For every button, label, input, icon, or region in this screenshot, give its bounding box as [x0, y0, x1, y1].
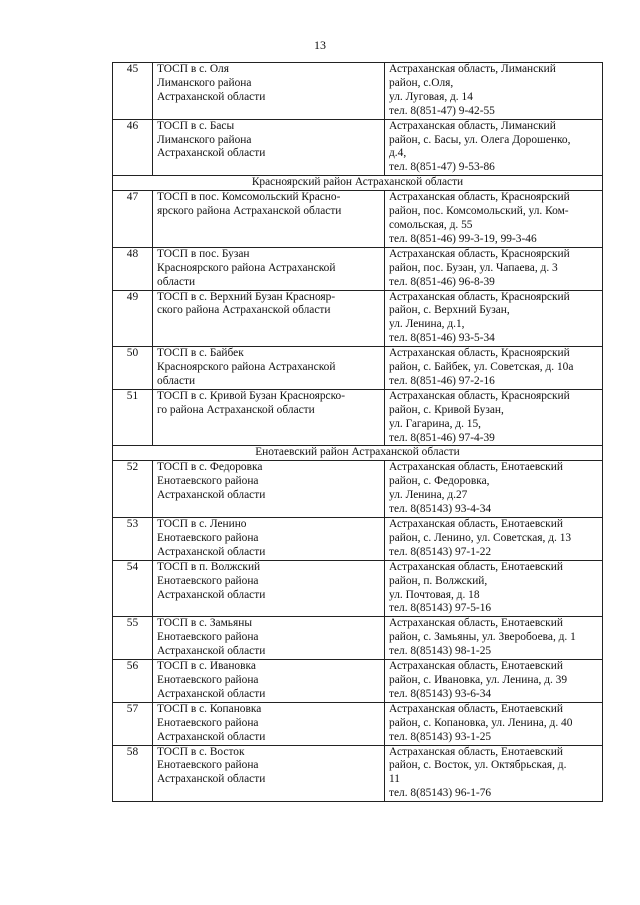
office-name-cell — [153, 518, 385, 561]
offices-table-body — [113, 63, 603, 802]
office-address-line: район, пос. Бузан, ул. Чапаева, д. 3 — [389, 261, 558, 274]
office-name-cell — [153, 560, 385, 617]
office-name-line: Астраханской области — [157, 588, 266, 601]
office-name-line: Астраханской области — [157, 687, 266, 700]
office-name-line: ТОСП в п. Волжский — [157, 560, 261, 573]
office-name-cell — [153, 290, 385, 347]
office-address-line: тел. 8(85143) 97-5-16 — [389, 602, 492, 615]
row-number: 48 — [113, 247, 153, 290]
office-address-line: тел. 8(85143) 96-1-76 — [389, 787, 492, 800]
office-address-cell — [385, 560, 603, 617]
office-address-line: тел. 8(85143) 93-4-34 — [389, 503, 492, 516]
office-address-line: район, с. Кривой Бузан, — [389, 403, 504, 416]
office-address-line: район, с. Верхний Бузан, — [389, 304, 510, 317]
office-address-line: Астраханская область, Енотаевский — [389, 660, 563, 673]
office-address-cell — [385, 617, 603, 660]
table-row — [113, 119, 603, 176]
office-address-cell — [385, 290, 603, 347]
table-row — [113, 660, 603, 703]
office-address-line: тел. 8(851-46) 99-3-19, 99-3-46 — [389, 232, 537, 245]
table-row — [113, 617, 603, 660]
office-name-line: Лиманского района — [157, 76, 252, 89]
office-address-line: тел. 8(85143) 93-1-25 — [389, 730, 492, 743]
office-address-line: ул. Гагарина, д. 15, — [389, 417, 482, 430]
office-name-line: Астраханской области — [157, 147, 266, 160]
row-number: 53 — [113, 518, 153, 561]
office-address-line: Астраханская область, Красноярский — [389, 247, 570, 260]
row-number: 57 — [113, 702, 153, 745]
office-address-cell — [385, 191, 603, 248]
office-address-cell — [385, 389, 603, 446]
offices-table — [112, 62, 603, 802]
office-address-line: район, с. Копановка, ул. Ленина, д. 40 — [389, 716, 573, 729]
row-number: 55 — [113, 617, 153, 660]
table-row — [113, 247, 603, 290]
office-address-cell — [385, 518, 603, 561]
office-name-cell — [153, 191, 385, 248]
office-name-line: области — [157, 374, 196, 387]
office-address-line: тел. 8(851-47) 9-53-86 — [389, 161, 495, 174]
office-address-line: 11 — [389, 773, 400, 786]
row-number: 47 — [113, 191, 153, 248]
office-name-cell — [153, 389, 385, 446]
office-name-line: Астраханской области — [157, 489, 266, 502]
office-address-line: район, с. Басы, ул. Олега Дорошенко, — [389, 133, 571, 146]
office-name-line: Енотаевского района — [157, 475, 259, 488]
office-address-line: Астраханская область, Енотаевский — [389, 745, 563, 758]
table-row — [113, 389, 603, 446]
office-address-line: Астраханская область, Красноярский — [389, 290, 570, 303]
office-address-line: сомольская, д. 55 — [389, 218, 473, 231]
office-name-line: Енотаевского района — [157, 531, 259, 544]
office-name-line: Енотаевского района — [157, 631, 259, 644]
office-name-line: Красноярского района Астраханской — [157, 361, 336, 374]
table-row — [113, 560, 603, 617]
table-row — [113, 63, 603, 120]
office-address-line: район, п. Волжский, — [389, 574, 488, 587]
office-address-line: район, пос. Комсомольский, ул. Ком- — [389, 205, 569, 218]
office-address-cell — [385, 745, 603, 802]
section-title: Енотаевский район Астраханской области — [113, 446, 603, 461]
table-row — [113, 290, 603, 347]
office-address-line: район, с. Ивановка, ул. Ленина, д. 39 — [389, 673, 568, 686]
office-address-line: Астраханская область, Енотаевский — [389, 518, 563, 530]
office-name-line: ТОСП в с. Восток — [157, 745, 245, 758]
office-name-line: ТОСП в с. Замьяны — [157, 617, 252, 630]
office-address-line: ул. Ленина, д.1, — [389, 318, 465, 331]
table-row — [113, 702, 603, 745]
office-address-cell — [385, 461, 603, 518]
office-name-cell — [153, 63, 385, 120]
office-address-line: Астраханская область, Енотаевский — [389, 617, 563, 630]
office-address-line: район, с.Оля, — [389, 76, 454, 89]
table-row — [113, 461, 603, 518]
office-address-line: тел. 8(851-46) 97-2-16 — [389, 374, 495, 387]
office-address-cell — [385, 702, 603, 745]
office-name-line: Астраханской области — [157, 773, 266, 786]
office-address-line: тел. 8(851-46) 96-8-39 — [389, 275, 495, 288]
office-address-line: Астраханская область, Красноярский — [389, 389, 570, 402]
office-name-line: ярского района Астраханской области — [157, 205, 342, 218]
section-title: Красноярский район Астраханской области — [113, 176, 603, 191]
row-number: 45 — [113, 63, 153, 120]
row-number: 52 — [113, 461, 153, 518]
office-address-line: Астраханская область, Красноярский — [389, 347, 570, 360]
row-number: 56 — [113, 660, 153, 703]
office-name-line: Енотаевского района — [157, 716, 259, 729]
office-address-line: тел. 8(851-46) 93-5-34 — [389, 332, 495, 345]
office-name-cell — [153, 745, 385, 802]
office-address-line: ул. Почтовая, д. 18 — [389, 588, 480, 601]
office-address-cell — [385, 247, 603, 290]
office-name-line: ТОСП в с. Ленино — [157, 518, 247, 530]
office-address-line: Астраханская область, Енотаевский — [389, 461, 563, 474]
office-name-line: Астраханской области — [157, 730, 266, 743]
row-number: 46 — [113, 119, 153, 176]
office-name-line: Енотаевского района — [157, 574, 259, 587]
office-address-line: район, с. Замьяны, ул. Зверобоева, д. 1 — [389, 631, 576, 644]
office-address-line: Астраханская область, Енотаевский — [389, 702, 563, 715]
office-name-line: ТОСП в с. Верхний Бузан Краснояр- — [157, 290, 336, 303]
office-address-line: район, с. Федоровка, — [389, 475, 490, 488]
office-name-line: го района Астраханской области — [157, 403, 315, 416]
office-address-line: Астраханская область, Лиманский — [389, 63, 556, 75]
section-header-row — [113, 446, 603, 461]
page-number: 13 — [314, 38, 326, 52]
office-name-line: ТОСП в пос. Комсомольский Красно- — [157, 191, 341, 204]
row-number: 51 — [113, 389, 153, 446]
row-number: 58 — [113, 745, 153, 802]
office-address-line: тел. 8(851-46) 97-4-39 — [389, 431, 495, 444]
office-name-line: Енотаевского района — [157, 759, 259, 772]
office-name-cell — [153, 617, 385, 660]
office-address-line: район, с. Ленино, ул. Советская, д. 13 — [389, 531, 572, 544]
table-row — [113, 518, 603, 561]
office-address-line: район, с. Байбек, ул. Советская, д. 10а — [389, 361, 574, 374]
office-name-cell — [153, 660, 385, 703]
office-name-cell — [153, 347, 385, 390]
office-name-line: ского района Астраханской области — [157, 304, 331, 317]
row-number: 50 — [113, 347, 153, 390]
office-address-line: тел. 8(851-47) 9-42-55 — [389, 104, 495, 117]
office-address-line: тел. 8(85143) 98-1-25 — [389, 645, 492, 658]
office-name-line: Астраханской области — [157, 90, 266, 103]
table-row — [113, 745, 603, 802]
office-address-line: Астраханская область, Енотаевский — [389, 560, 563, 573]
row-number: 54 — [113, 560, 153, 617]
office-name-line: ТОСП в с. Копановка — [157, 702, 262, 715]
office-address-cell — [385, 119, 603, 176]
office-address-cell — [385, 660, 603, 703]
office-name-line: Лиманского района — [157, 133, 252, 146]
office-address-line: Астраханская область, Лиманский — [389, 119, 556, 132]
office-address-line: тел. 8(85143) 93-6-34 — [389, 687, 492, 700]
office-name-line: ТОСП в с. Байбек — [157, 347, 244, 360]
office-address-line: д.4, — [389, 147, 407, 160]
office-address-line: тел. 8(85143) 97-1-22 — [389, 545, 492, 558]
row-number: 49 — [113, 290, 153, 347]
office-name-line: Красноярского района Астраханской — [157, 261, 336, 274]
office-address-line: ул. Ленина, д.27 — [389, 489, 468, 502]
office-name-cell — [153, 119, 385, 176]
office-address-cell — [385, 347, 603, 390]
office-name-line: ТОСП в пос. Бузан — [157, 247, 250, 260]
table-row — [113, 347, 603, 390]
office-name-cell — [153, 461, 385, 518]
office-name-line: ТОСП в с. Кривой Бузан Красноярско- — [157, 389, 346, 402]
office-name-line: ТОСП в с. Басы — [157, 119, 235, 132]
office-name-line: Енотаевского района — [157, 673, 259, 686]
office-name-line: ТОСП в с. Оля — [157, 63, 229, 75]
office-name-line: Астраханской области — [157, 645, 266, 658]
table-row — [113, 191, 603, 248]
office-name-cell — [153, 247, 385, 290]
office-address-line: район, с. Восток, ул. Октябрьская, д. — [389, 759, 567, 772]
office-name-line: ТОСП в с. Ивановка — [157, 660, 256, 673]
office-name-line: Астраханской области — [157, 545, 266, 558]
office-name-cell — [153, 702, 385, 745]
office-name-line: ТОСП в с. Федоровка — [157, 461, 263, 474]
section-header-row — [113, 176, 603, 191]
office-address-cell — [385, 63, 603, 120]
office-name-line: области — [157, 275, 196, 288]
office-address-line: Астраханская область, Красноярский — [389, 191, 570, 204]
office-address-line: ул. Луговая, д. 14 — [389, 90, 473, 103]
